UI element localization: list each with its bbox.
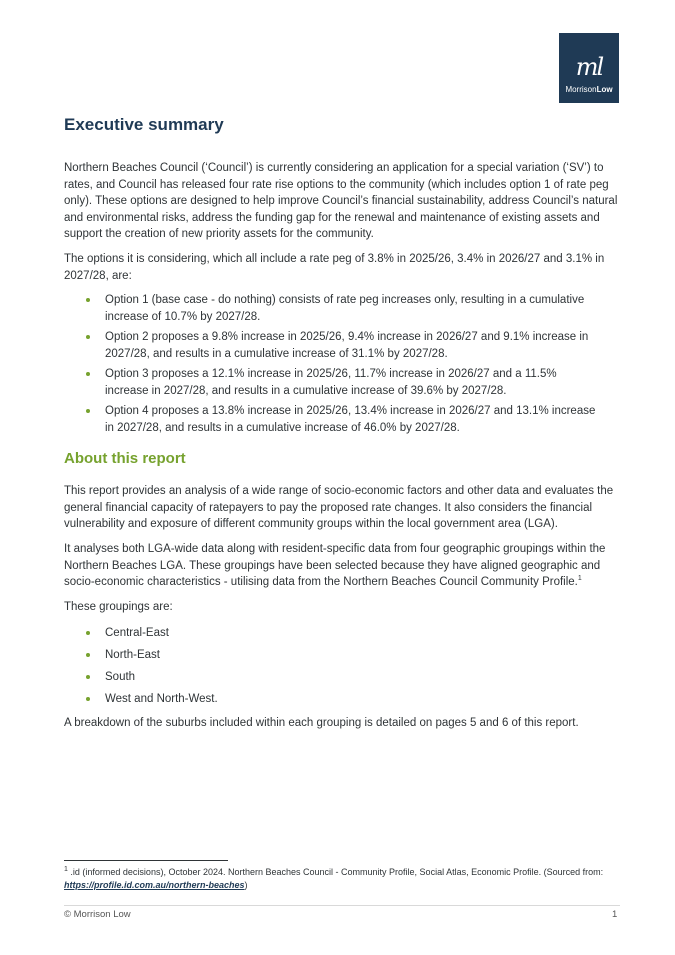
bullet-icon bbox=[86, 409, 90, 413]
groupings-list bbox=[82, 625, 602, 713]
source-link[interactable]: https://profile.id.com.au/northern-beaches bbox=[64, 880, 245, 890]
about-paragraph-2: It analyses both LGA-wide data along with resident-specific data from four geographic groupings within the Northern Beaches LGA. These groupings have been selected because they have aligned geographic and socio-economic characteristics - utilising data from the Northern Beaches Council Community Profile.$^1$ bbox=[64, 543, 606, 588]
bullet-icon bbox=[86, 697, 90, 701]
logo-brand: MorrisonLow bbox=[565, 85, 613, 94]
bullet-icon bbox=[86, 675, 90, 679]
executive-summary-heading: Executive summary bbox=[64, 115, 224, 134]
list-item: Option 4 proposes a 13.8% increase in 2025/26, 13.4% increase in 2026/27 and 13.1% increase in 2027/28, and results in a cumulative increase of 46.0% by 2027/28. bbox=[82, 403, 602, 436]
bullet-icon bbox=[86, 372, 90, 376]
bullet-icon bbox=[86, 335, 90, 339]
list-item: Option 1 (base case - do nothing) consists of rate peg increases only, resulting in a cumulative increase of 10.7% by 2027/28. bbox=[82, 292, 602, 325]
footnote: $^1$ .id (informed decisions), October 2024. Northern Beaches Council - Community Profile, Social Atlas, Economic Profile. (Sourced from: https://profile.id.com.au/northern-beaches) bbox=[64, 866, 604, 890]
logo-mark: ml bbox=[575, 53, 603, 81]
exec-paragraph-2: The options it is considering, which all include a rate peg of 3.8% in 2025/26, 3.4% in 2026/27 and 3.1% in 2027/28, are: bbox=[64, 253, 605, 282]
list-item: Central-East bbox=[82, 625, 602, 642]
bullet-icon bbox=[86, 298, 90, 302]
footer-copyright: © Morrison Low bbox=[64, 909, 131, 920]
footnote-reference: 1 bbox=[577, 575, 582, 583]
bullet-icon bbox=[86, 631, 90, 635]
list-item: Option 2 proposes a 9.8% increase in 2025/26, 9.4% increase in 2026/27 and 9.1% increase in 2027/28, and results in a cumulative increase of 31.1% by 2027/28. bbox=[82, 329, 602, 362]
options-list bbox=[82, 292, 602, 440]
about-report-heading: About this report bbox=[64, 450, 186, 467]
list-item: North-East bbox=[82, 647, 602, 664]
bullet-icon bbox=[86, 653, 90, 657]
footnote-number: 1 bbox=[64, 866, 68, 873]
footer-divider bbox=[64, 905, 620, 906]
footnote-divider bbox=[64, 860, 228, 861]
about-paragraph-4: A breakdown of the suburbs included within each grouping is detailed on pages 5 and 6 of this report. bbox=[64, 717, 579, 729]
page-number: 1 bbox=[612, 909, 618, 920]
exec-paragraph-1: Northern Beaches Council (‘Council’) is currently considering an application for a special variation (‘SV’) to rates, and Council has released four rate rise options to the community (which includes option 1 of rate peg only). These options are designed to help improve Council’s financial sustainability, address Council’s natural and environmental risks, address the funding gap for the renewal and maintenance of existing assets and support the creation of new priority assets for the community. bbox=[64, 162, 618, 240]
list-item: South bbox=[82, 669, 602, 686]
about-paragraph-1: This report provides an analysis of a wide range of socio-economic factors and other data and evaluates the general financial capacity of ratepayers to pay the proposed rate changes. It also considers the financial vulnerability and exposure of different community groups within the local government area (LGA). bbox=[64, 485, 614, 530]
list-item: Option 3 proposes a 12.1% increase in 2025/26, 11.7% increase in 2026/27 and a 11.5% increase in 2027/28, and results in a cumulative increase of 39.6% by 2027/28. bbox=[82, 366, 602, 399]
morrison-low-logo bbox=[559, 33, 619, 103]
about-paragraph-3: These groupings are: bbox=[64, 601, 173, 613]
list-item: West and North-West. bbox=[82, 691, 602, 708]
